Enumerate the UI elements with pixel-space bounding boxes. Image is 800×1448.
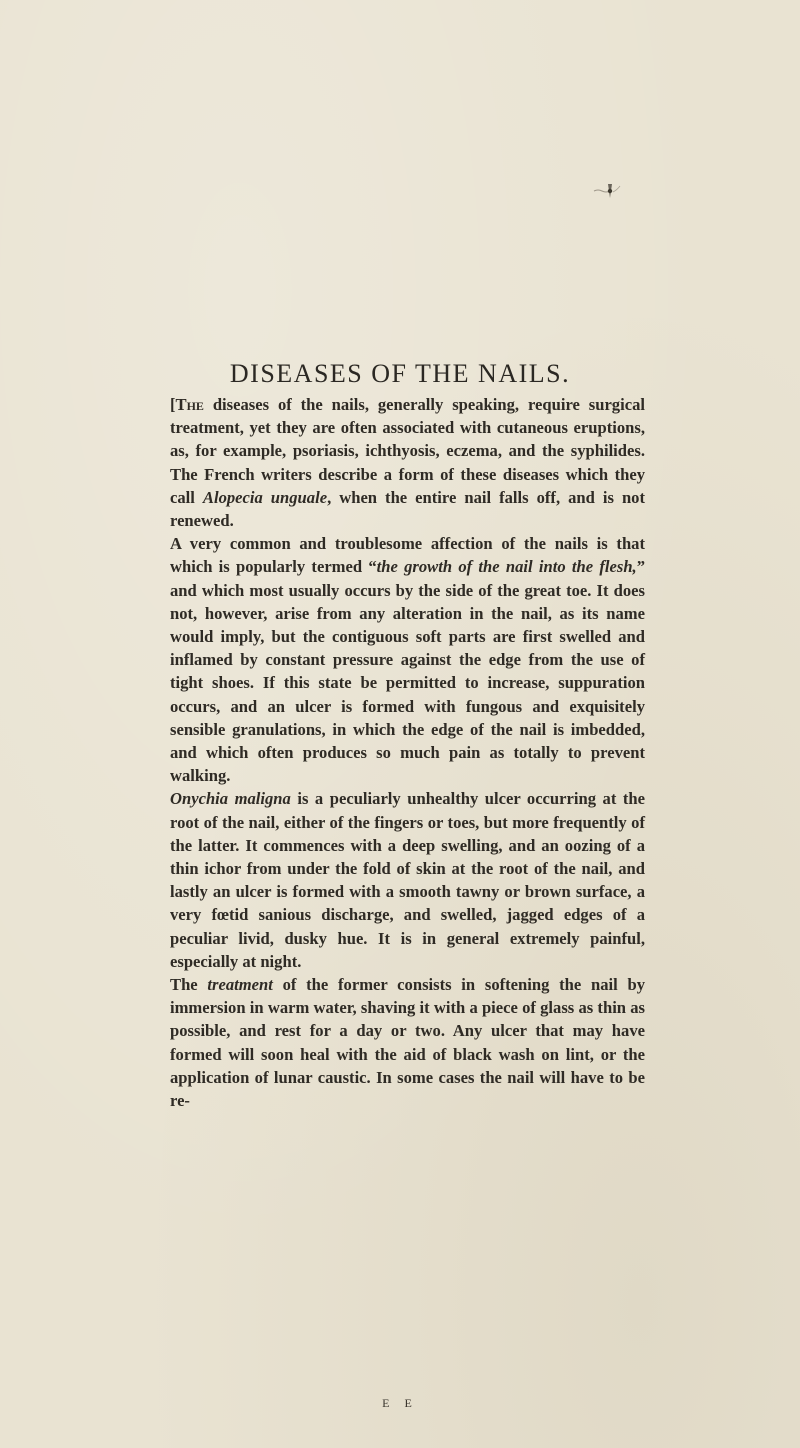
italic-term: the growth of the nail into the flesh, xyxy=(376,557,637,577)
paragraph-text: of the former consists in softening the nail by immersion in warm water, shaving it with a piece of glass as thin as possible, and rest for a day or two. Any ulcer that may have formed will soon heal with the aid of black wash on lint, or the application of lunar caustic. In some cases the nail will have to be re- xyxy=(170,975,646,1111)
italic-term: treatment xyxy=(207,975,273,995)
paragraph-text: The xyxy=(170,975,208,995)
italic-term: Alopecia unguale xyxy=(202,487,328,507)
paragraph-text: diseases of the nails, generally speaking, require surgical treatment, yet they are often associated with cutaneous eruptions, as, for example, psoriasis, ichthyosis, eczema, and the syphilides. The French writers describe a form of these diseases which they call xyxy=(170,395,645,507)
paragraph-text: ” and which most usually occurs by the side of the great toe. It does not, however, arise from any alteration in the nail, as its name would imply, but the contiguous soft parts are first swelled and inflamed by constant pressure against the edge from the use of tight shoes. If this state be permitted to increase, suppuration occurs, and an ulcer is formed with fungous and exquisitely sensible granulations, in which the edge of the nail is imbedded, and which often produces so much pain as totally to prevent walking. xyxy=(170,557,645,786)
paragraph-text: , when the entire nail falls off, and is not renewed. xyxy=(170,487,645,531)
page-title: DISEASES OF THE NAILS. xyxy=(229,359,571,389)
paragraph-text: A very common and troublesome affection of the nails is that which is popularly termed “ xyxy=(170,534,645,577)
open-bracket: [ xyxy=(170,395,176,414)
paragraph-treatment xyxy=(170,973,645,1112)
paragraph-ingrown-nail xyxy=(170,532,645,787)
ornament-mark xyxy=(593,182,621,200)
paragraph-intro xyxy=(170,393,645,532)
paragraph-text: is a peculiarly unhealthy ulcer occurring at the root of the nail, either of the fingers or toes, but more frequently of the latter. It commences with a deep swelling, and an oozing of a thin ichor from under the fold of skin at the root of the nail, and lastly an ulcer is formed with a smooth tawny or brown surface, a very fœtid sanious discharge, and swelled, jagged edges of a peculiar livid, dusky hue. It is in general extremely painful, especially at night. xyxy=(170,789,645,971)
lead-word: The xyxy=(175,395,204,414)
italic-term: Onychia maligna xyxy=(170,789,291,809)
paragraph-onychia xyxy=(170,787,645,973)
article-body xyxy=(170,393,645,1112)
signature-mark: E E xyxy=(382,1396,418,1410)
